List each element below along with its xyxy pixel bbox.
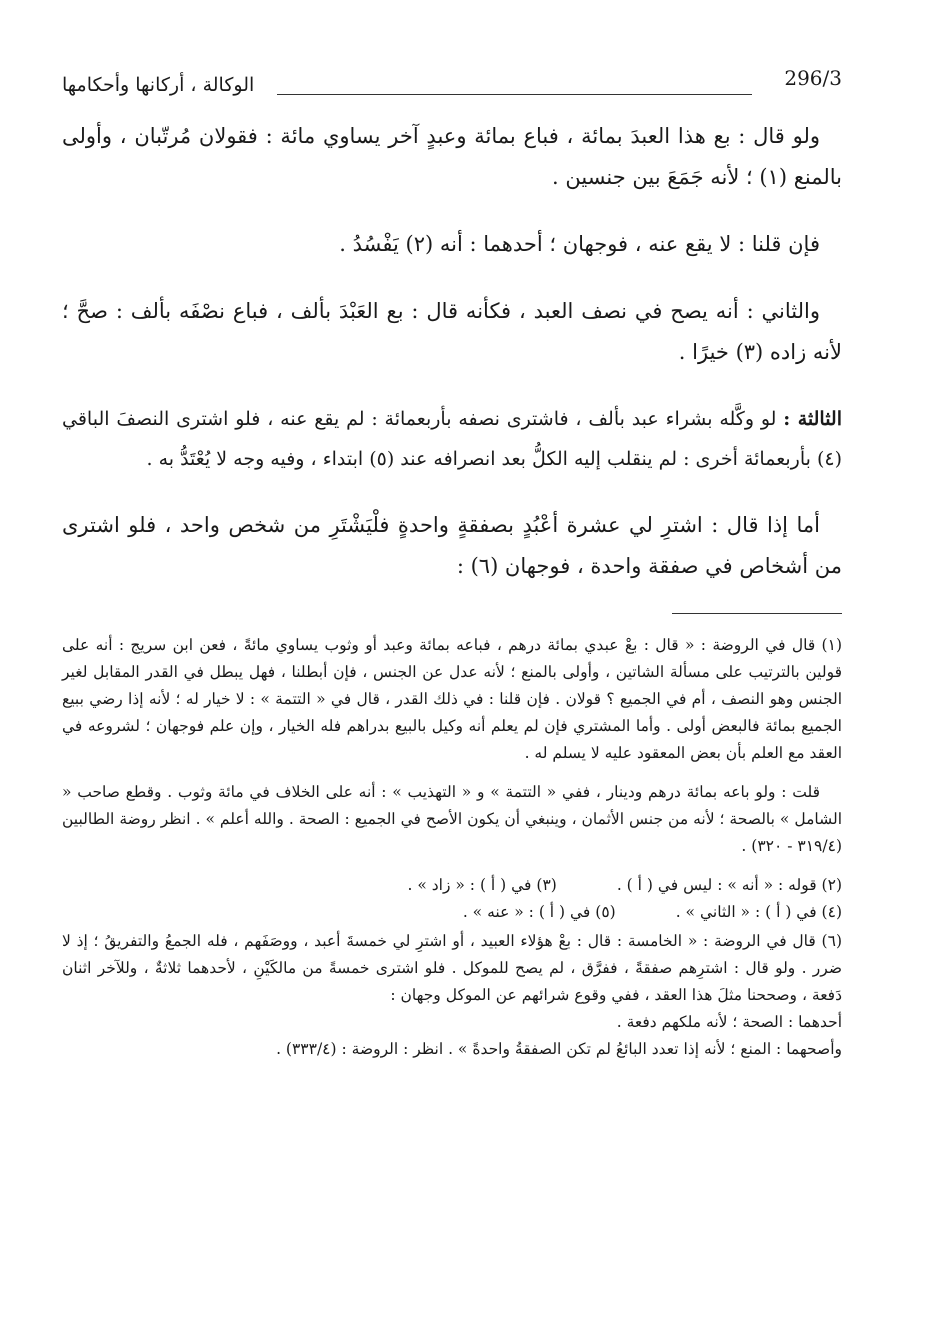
paragraph-4 xyxy=(62,399,842,479)
running-title: الوكالة ، أركانها وأحكامها xyxy=(62,74,255,96)
footnote-1: (١) قال في الروضة : « قال : بعْ عبدي بمائة درهم ، فباعه بمائة وعبد أو وثوب يساوي مائةً ، فعن ابن سريج : أنه على قولين بالترتيب على مسألة الشاتين ، وأولى بالمنع ؛ لأنه عدل عن الجنس ، فإن أبطلنا ، فهل يبطل في القدر المقابل لغير الجنس وهو النصف ، أم في الجميع ؟ قولان . فإن قلنا : في ذلك القدر ، قال في « التتمة » : لا خيار له ؛ لأنه إذا رضي ببيع الجميع بمائة فالبعض أولى . وأما المشتري فإن لم يعلم أنه وكيل بالبيع بدراهم فله الخيار ، وإن علم فوجهان ؛ لشروعه في العقد مع العلم بأن بعض المعقود عليه لا يسلم له . xyxy=(62,636,842,762)
footnote-row-4-5 xyxy=(62,899,842,926)
footnote-6-block xyxy=(62,928,842,1063)
paragraph-4-body: لو وكَّله بشراء عبد بألف ، فاشترى نصفه بأربعمائة : لم يقع عنه ، فلو اشترى النصفَ الباقي (٤) بأربعمائة أخرى : لم ينقلب إليه الكلُّ بعد انصرافه عند (٥) ابتداء ، وفيه وجه لا يُعْتَدُّ به . xyxy=(62,408,842,470)
footnote-6-second: وأصحهما : المنع ؛ لأنه إذا تعدد البائعُ لم تكن الصفقةُ واحدةً » . انظر : الروضة : (٣٣٣/٤) . xyxy=(276,1040,842,1058)
footnotes xyxy=(62,632,842,1063)
header-rule xyxy=(277,94,752,95)
paragraph-5: أما إذا قال : اشترِ لي عشرة أعْبُدٍ بصفقةٍ واحدةٍ فلْيَشْتَرِ من شخص واحد ، فلو اشترى من أشخاص في صفقة واحدة ، فوجهان (٦) : xyxy=(62,513,842,578)
document-page xyxy=(62,60,842,1063)
main-text xyxy=(62,116,842,587)
footnote-1-continuation: قلت : ولو باعه بمائة درهم ودينار ، ففي « التتمة » و « التهذيب » : أنه على الخلاف في مائة وثوب . وقطع صاحب « الشامل » بالصحة ؛ لأنه من جنس الأثمان ، وينبغي أن يكون الأصح في الجميع : الصحة . والله أعلم » . انظر روضة الطالبين (٣١٩/٤ - ٣٢٠) . xyxy=(62,783,842,855)
footnote-4: (٤) في ( أ ) : « الثاني » . xyxy=(675,903,842,921)
paragraph-2: فإن قلنا : لا يقع عنه ، فوجهان ؛ أحدهما : أنه (٢) يَفْسُدُ . xyxy=(339,232,820,256)
paragraph-1: ولو قال : بع هذا العبدَ بمائة ، فباع بمائة وعبدٍ آخر يساوي مائة : فقولان مُرتّبان ، وأولى بالمنع (١) ؛ لأنه جَمَعَ بين جنسين . xyxy=(62,124,842,189)
footnote-5: (٥) في ( أ ) : « عنه » . xyxy=(462,903,616,921)
paragraph-4-lead: الثالثة : xyxy=(783,408,842,430)
page-number: 296/3 xyxy=(784,66,842,90)
footnote-separator xyxy=(672,613,842,614)
footnote-row-2-3 xyxy=(62,872,842,899)
footnote-6: (٦) قال في الروضة : « الخامسة : قال : بعْ هؤلاء العبيد ، أو اشترِ لي خمسةَ أعبد ، ووصَفَهم ، فله الجمعُ والتفريقُ ؛ إذ لا ضرر . ولو قال : اشترِهم صفقةً ، ففرَّق ، لم يصح للموكل . فلو اشترى خمسةً من مالكَيْنِ ، لأحدهما ثلاثةٌ ، وللآخر اثنان دَفعة ، وصححنا مثلَ هذا العقد ، ففي وقوع شرائهم عن الموكل وجهان : xyxy=(62,932,842,1004)
footnote-2: (٢) قوله : « أنه » : ليس في ( أ ) . xyxy=(616,876,842,894)
paragraph-3: والثاني : أنه يصح في نصف العبد ، فكأنه قال : بع العَبْدَ بألف ، فباع نصْفَه بألف : صحَّ ؛ لأنه زاده (٣) خيرًا . xyxy=(62,299,842,364)
footnote-6-first: أحدهما : الصحة ؛ لأنه ملكهم دفعة . xyxy=(616,1013,842,1031)
footnote-3: (٣) في ( أ ) : « زاد » . xyxy=(407,876,557,894)
page-header xyxy=(62,60,842,100)
